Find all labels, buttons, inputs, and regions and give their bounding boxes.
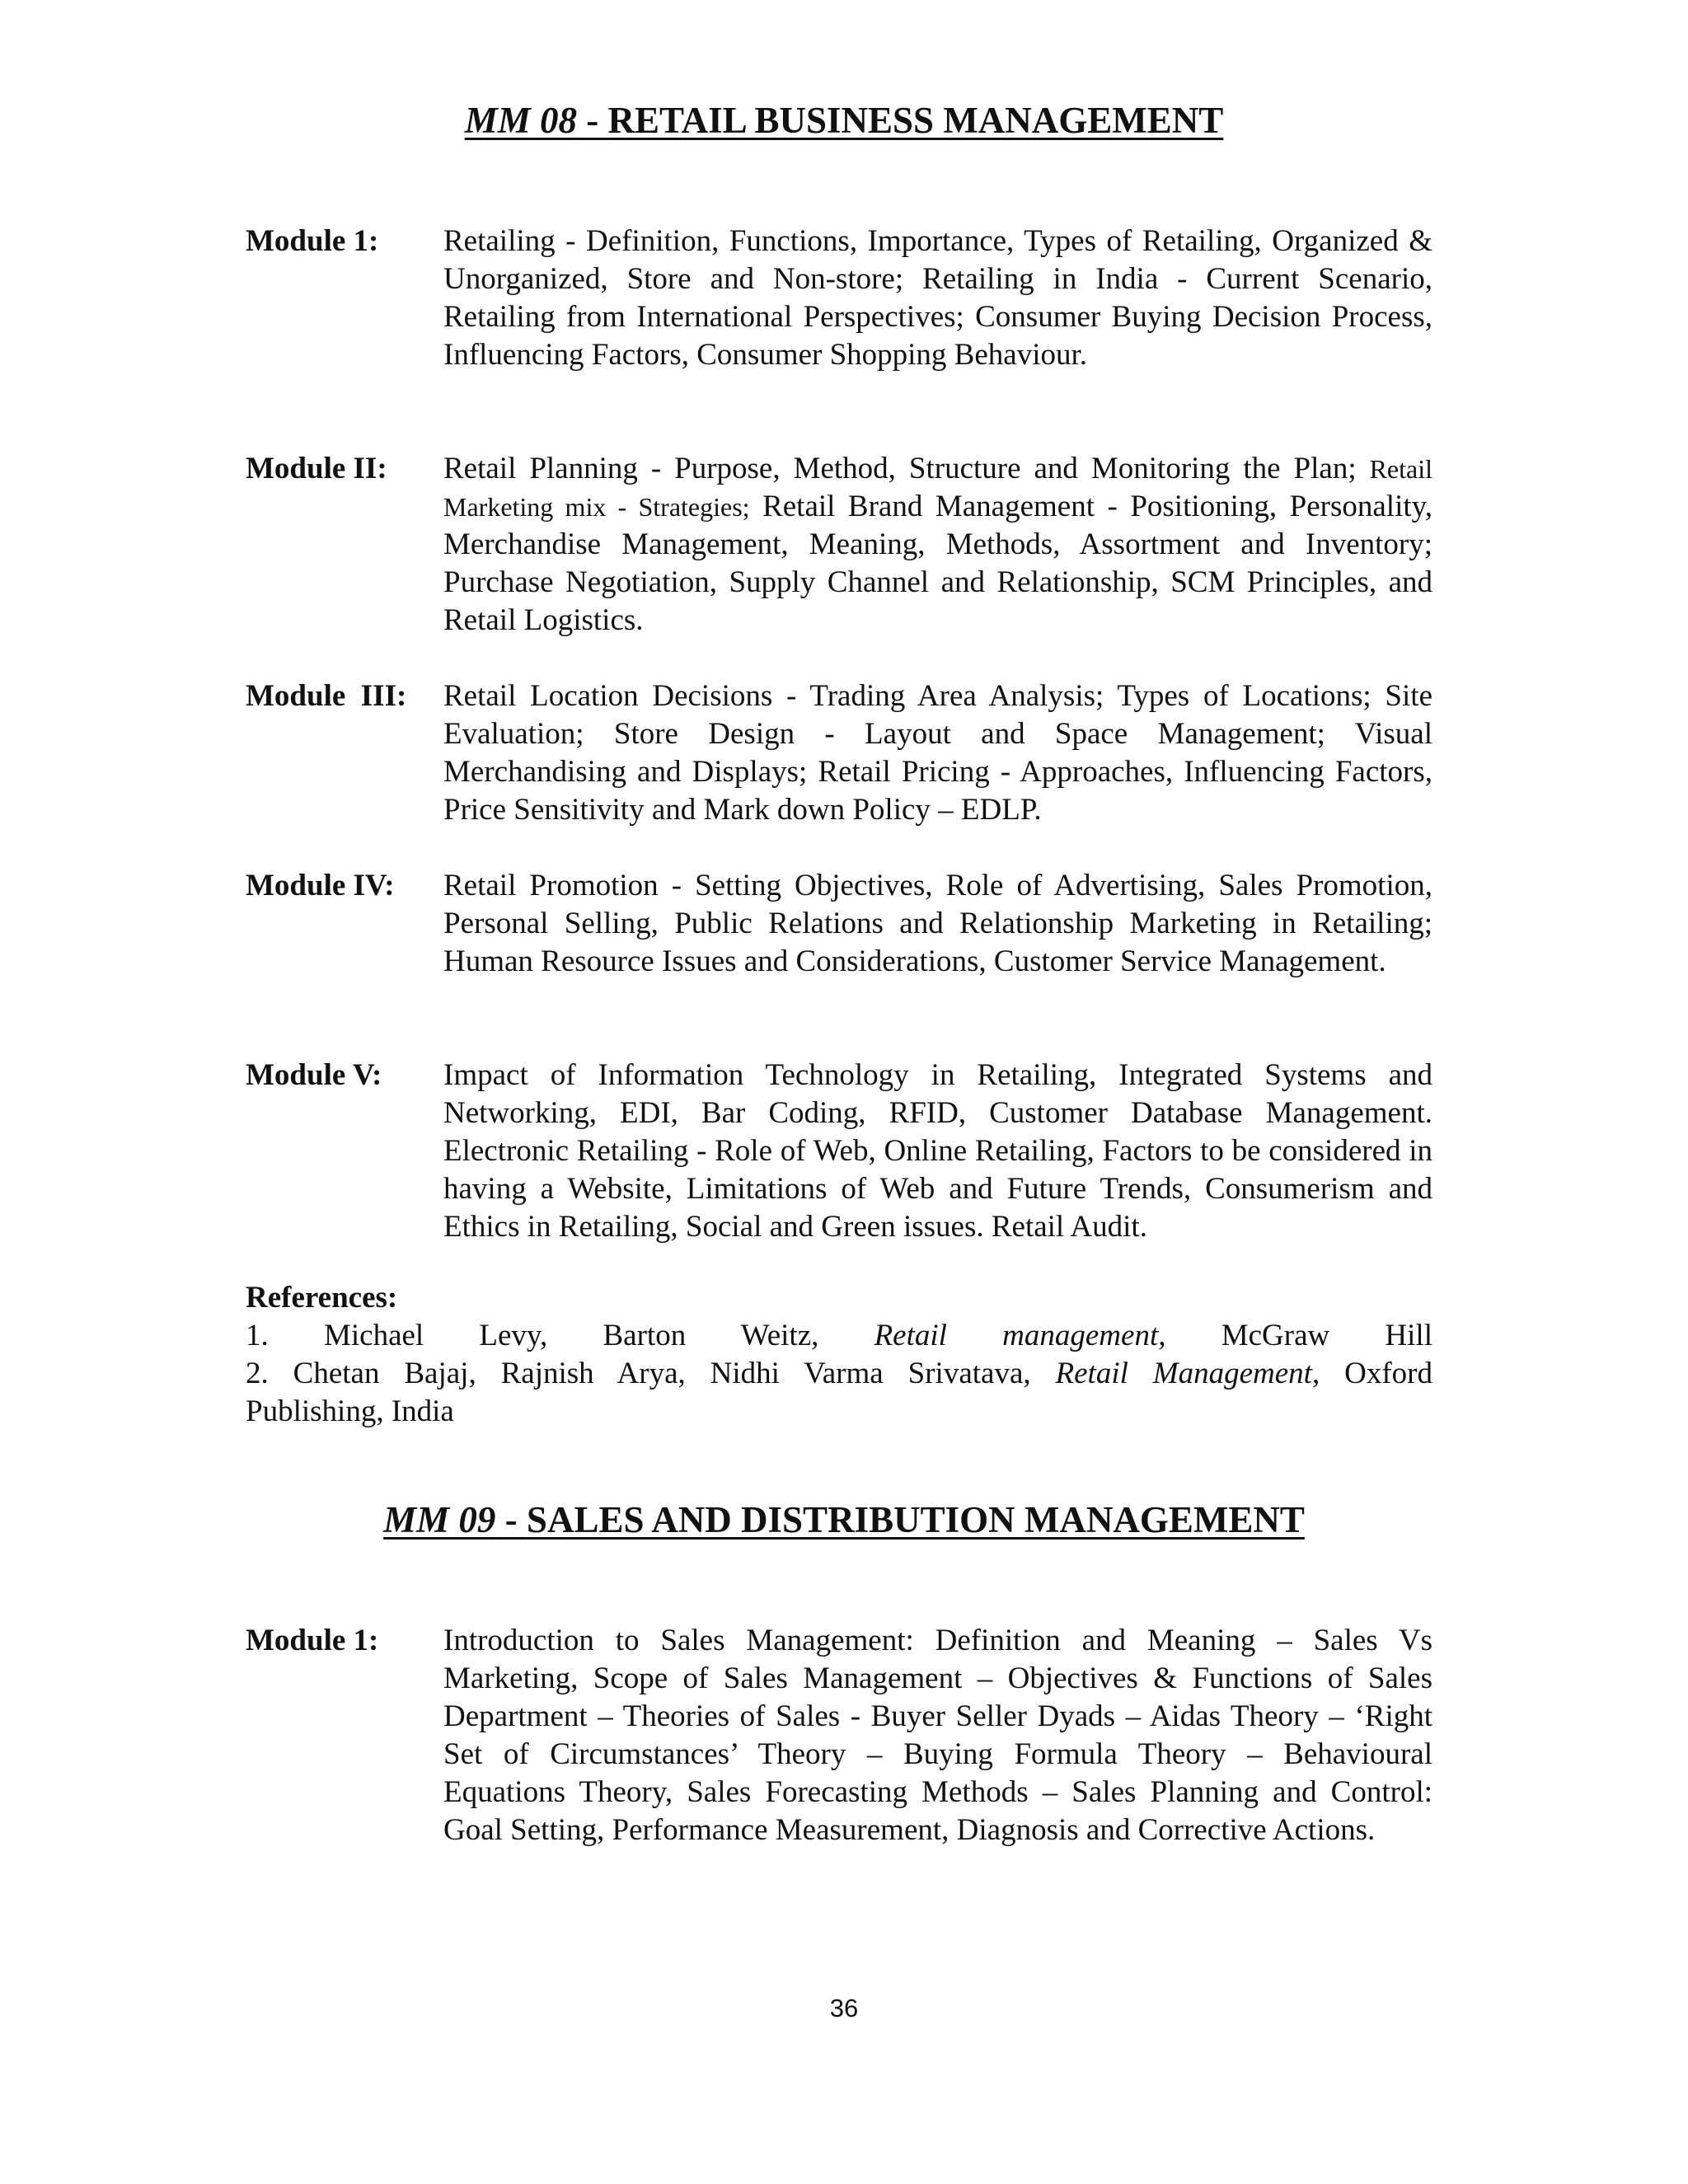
module-label: Module 1: — [246, 224, 379, 258]
reference-title: Retail Management — [1055, 1357, 1312, 1390]
reference-item — [246, 1355, 1432, 1393]
module-text — [443, 450, 1432, 640]
module-label: Module III: — [246, 679, 407, 713]
module-label: Module IV: — [246, 869, 395, 902]
course-title: SALES AND DISTRIBUTION MANAGEMENT — [526, 1499, 1305, 1540]
course-code: MM 08 — [464, 100, 577, 141]
module-text: Impact of Information Technology in Retailing, Integrated Systems and Networking, EDI, Bar Coding, RFID, Customer Database Management. Electronic Retailing - Role of Web, Online Retailing, Factors to be considered in having a Website, Limitations of Web and Future Trends, Consumerism and Ethics in Retailing, Social and Green issues. Retail Audit. — [443, 1058, 1432, 1244]
module-text-part: Retail Brand Management - Positioning, Personality, Merchandise Management, Meaning, Methods, Assortment and Inventory; Purchase Negotiation, Supply Channel and Relationship, SCM Principles, and Retail Logistics. — [443, 490, 1432, 637]
reference-suffix: , Oxford — [1311, 1357, 1432, 1390]
section-title-mm09-text — [383, 1499, 1305, 1540]
module-text: Introduction to Sales Management: Definition and Meaning – Sales Vs Marketing, Scope of Sales Management – Objectives & Functions of Sales Department – Theories of Sales - Buyer Seller Dyads – Aidas Theory – ‘Right Set of Circumstances’ Theory – Buying Formula Theory – Behavioural Equations Theory, Sales Forecasting Methods – Sales Planning and Control: Goal Setting, Performance Measurement, Diagnosis and Corrective Actions. — [443, 1624, 1432, 1847]
module-text-part: Retail Planning - Purpose, Method, Structure and Monitoring the Plan; — [443, 452, 1370, 485]
module-label: Module II: — [246, 452, 387, 485]
section-title-mm08 — [0, 97, 1688, 143]
module-text: Retail Promotion - Setting Objectives, Role of Advertising, Sales Promotion, Personal Selling, Public Relations and Relationship Marketing in Retailing; Human Resource Issues and Considerations, Customer Service Management. — [443, 869, 1432, 978]
module-label: Module V: — [246, 1058, 382, 1092]
course-title: RETAIL BUSINESS MANAGEMENT — [607, 100, 1224, 141]
reference-title: Retail management, — [874, 1319, 1166, 1352]
module-text-part-small: Retail Marketing mix - Strategies; — [443, 454, 1432, 522]
references — [246, 1279, 1432, 1431]
reference-suffix: McGraw Hill — [1165, 1319, 1432, 1352]
references-heading: References: — [246, 1281, 398, 1315]
title-separator: - — [495, 1499, 527, 1540]
course-code: MM 09 — [383, 1499, 496, 1540]
section-title-mm08-text — [465, 100, 1224, 141]
section-title-mm09 — [0, 1497, 1688, 1543]
reference-prefix: 2. Chetan Bajaj, Rajnish Arya, Nidhi Varma Srivatava, — [246, 1357, 1056, 1390]
module-text: Retailing - Definition, Functions, Importance, Types of Retailing, Organized & Unorganized, Store and Non-store; Retailing in India - Current Scenario, Retailing from International Perspectives; Consumer Buying Decision Process, Influencing Factors, Consumer Shopping Behaviour. — [443, 224, 1432, 372]
title-separator: - — [576, 100, 608, 141]
reference-continuation: Publishing, India — [246, 1394, 454, 1428]
module-text: Retail Location Decisions - Trading Area Analysis; Types of Locations; Site Evaluation; Store Design - Layout and Space Management; Visual Merchandising and Displays; Retail Pricing - Approaches, Influencing Factors, Price Sensitivity and Mark down Policy – EDLP. — [443, 679, 1432, 827]
reference-item — [246, 1317, 1432, 1355]
page-number: 36 — [829, 1994, 859, 2022]
module-label: Module 1: — [246, 1624, 379, 1657]
reference-prefix: 1. Michael Levy, Barton Weitz, — [246, 1319, 874, 1352]
